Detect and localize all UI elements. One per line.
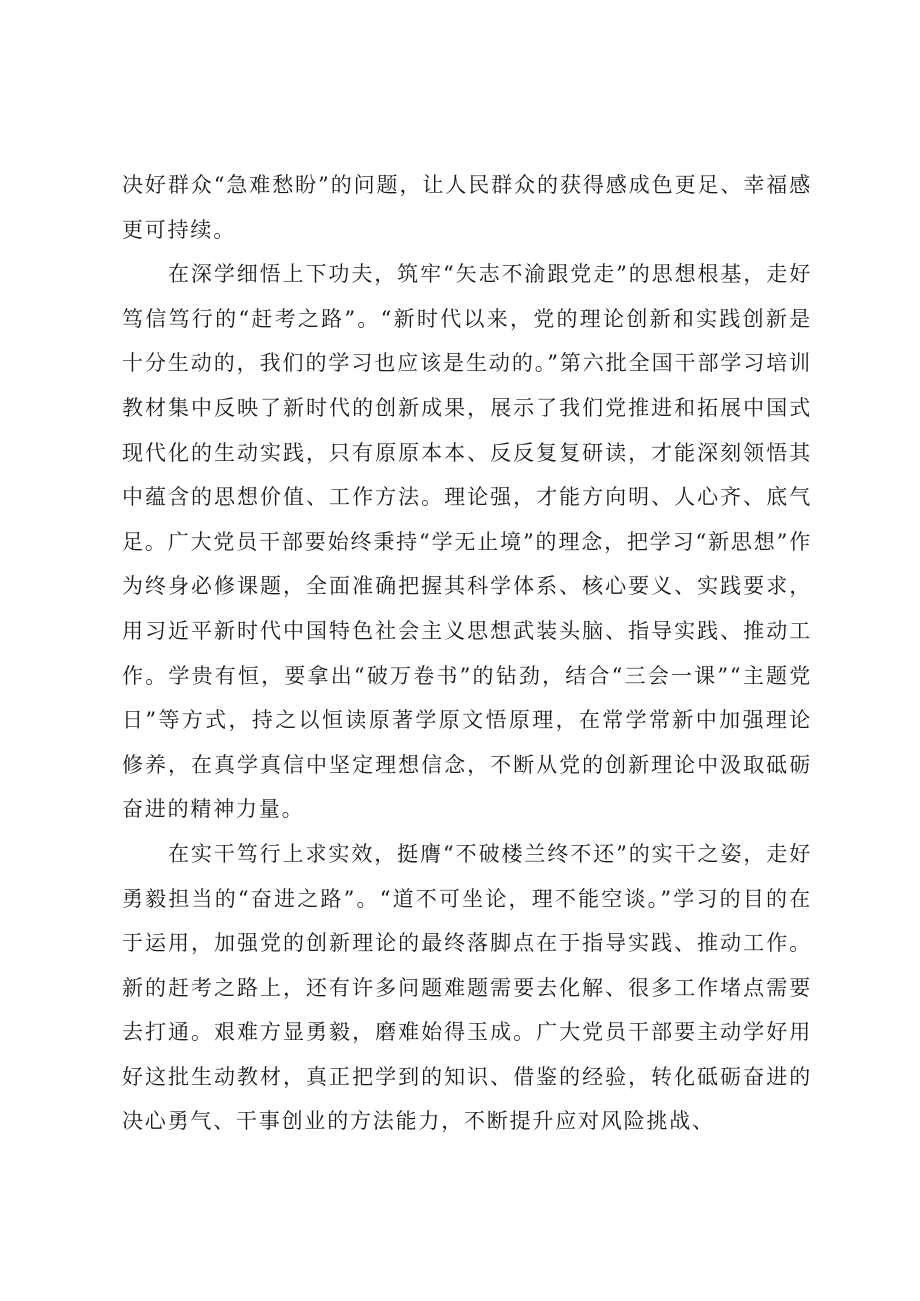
document-body (122, 163, 812, 1144)
paragraph-practice: 在实干笃行上求实效，挺膺“不破楼兰终不还”的实干之姿，走好勇毅担当的“奋进之路”。“道不可坐论，理不能空谈。”学习的目的在于运用，加强党的创新理论的最终落脚点在于指导实践、推动工作。新的赶考之路上，还有许多问题难题需要去化解、很多工作堵点需要去打通。艰难方显勇毅，磨难始得玉成。广大党员干部要主动学好用好这批生动教材，真正把学到的知识、借鉴的经验，转化砥砺奋进的决心勇气、干事创业的方法能力，不断提升应对风险挑战、 (122, 841, 812, 1134)
paragraph-study: 在深学细悟上下功夫，筑牢“矢志不渝跟党走”的思想根基，走好笃信笃行的“赶考之路”。“新时代以来，党的理论创新和实践创新是十分生动的，我们的学习也应该是生动的。”第六批全国干部学习培训教材集中反映了新时代的创新成果，展示了我们党推进和拓展中国式现代化的生动实践，只有原原本本、反反复复研读，才能深刻领悟其中蕴含的思想价值、工作方法。理论强，才能方向明、人心齐、底气足。广大党员干部要始终秉持“学无止境”的理念，把学习“新思想”作为终身必修课题，全面准确把握其科学体系、核心要义、实践要求，用习近平新时代中国特色社会主义思想武装头脑、指导实践、推动工作。学贵有恒，要拿出“破万卷书”的钻劲，结合“三会一课”“主题党日”等方式，持之以恒读原著学原文悟原理，在常学常新中加强理论修养，在真学真信中坚定理想信念，不断从党的创新理论中汲取砥砺奋进的精神力量。 (122, 262, 812, 822)
paragraph-continuation: 决好群众“急难愁盼”的问题，让人民群众的获得感成色更足、幸福感更可持续。 (122, 173, 812, 242)
